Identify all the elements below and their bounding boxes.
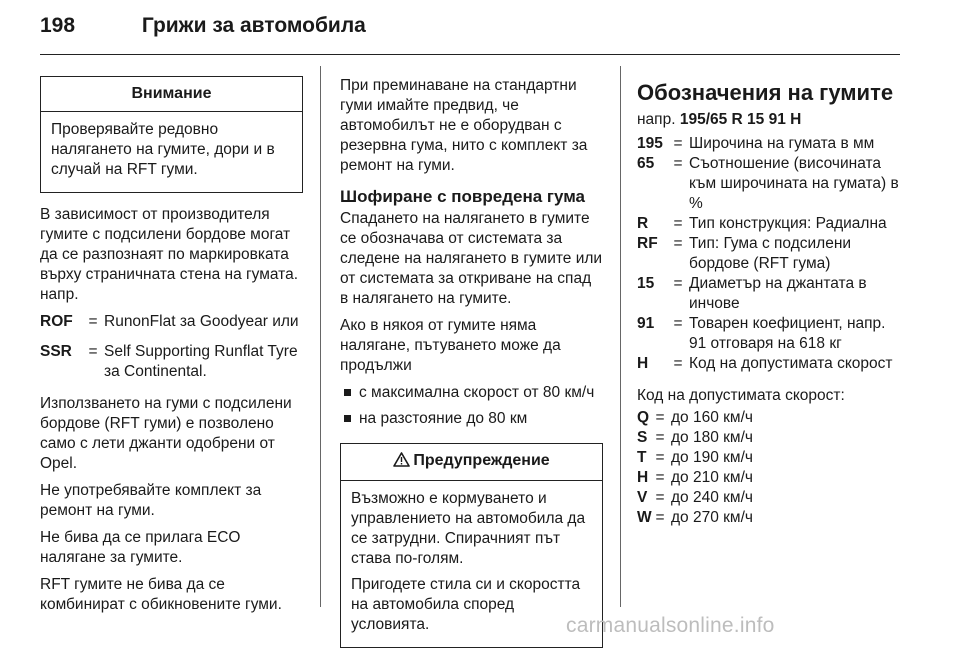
- definition-key: W: [637, 509, 652, 526]
- example-prefix: напр.: [637, 111, 676, 128]
- speed-codes-list: [637, 408, 903, 528]
- tyre-definitions-list: [637, 134, 903, 374]
- definition-row: [637, 508, 903, 528]
- definition-row: [40, 312, 303, 332]
- definition-equals: =: [673, 355, 683, 372]
- definition-key: 91: [637, 315, 655, 332]
- definition-equals: =: [673, 315, 683, 332]
- definition-equals: =: [88, 313, 98, 330]
- list-item: [340, 409, 603, 429]
- definition-row: [637, 354, 903, 374]
- definition-equals: =: [655, 409, 665, 426]
- definition-value: Товарен коефициент, напр. 91 отговаря на 618 кг: [689, 315, 886, 352]
- definition-key: ROF: [40, 313, 73, 330]
- column-1: [40, 76, 303, 622]
- warning-triangle-icon: [393, 452, 410, 473]
- definition-row: [637, 214, 903, 234]
- caution-box: [40, 76, 303, 193]
- definition-key: 195: [637, 135, 663, 152]
- definition-row: [637, 134, 903, 154]
- definition-value: Код на допустимата скорост: [689, 355, 893, 372]
- warning-text-2: Пригодете стила си и скоростта на автомобила според условията.: [351, 576, 581, 633]
- paragraph-no-mixing: RFT гумите не бива да се комбинират с обикновените гуми.: [40, 576, 282, 613]
- section-title-tyre-designations: Обозначения на гумите: [637, 80, 894, 105]
- definition-key: S: [637, 429, 648, 446]
- definition-equals: =: [88, 343, 98, 360]
- caution-text: Проверявайте редовно налягането на гумите, дори и в случай на RFT гуми.: [51, 121, 275, 178]
- section-heading-flat-tyre: Шофиране с повредена гума: [340, 187, 586, 206]
- definition-key: 65: [637, 155, 655, 172]
- definition-row: [637, 274, 903, 314]
- bullet-square-icon: [344, 389, 351, 396]
- warning-text-1: Възможно е кормуването и управлението на автомобила да се затрудни. Спирачният път става по-голям.: [351, 490, 586, 567]
- definition-key: RF: [637, 235, 658, 252]
- definition-equals: =: [655, 469, 665, 486]
- definition-value: Съотношение (височината към широчината на гумата) в %: [689, 155, 899, 212]
- column-divider-1: [320, 66, 321, 607]
- definition-key: T: [637, 449, 647, 466]
- paragraph-standard-tyres: При преминаване на стандартни гуми имайте предвид, че автомобилът не е оборудван с резервна гума, нито с комплект за ремонт на гуми.: [340, 77, 588, 174]
- warning-box: [340, 443, 603, 648]
- definition-value: до 190 км/ч: [671, 449, 753, 466]
- warning-heading: [341, 444, 602, 481]
- definition-equals: =: [655, 429, 665, 446]
- definition-value: до 240 км/ч: [671, 489, 753, 506]
- definition-key: R: [637, 215, 649, 232]
- header-rule: [40, 54, 900, 55]
- definition-value: Тип конструкция: Радиална: [689, 215, 887, 232]
- definition-value: до 160 км/ч: [671, 409, 753, 426]
- definition-value: Тип: Гума с подсилени бордове (RFT гума): [689, 235, 852, 272]
- example-line: [637, 110, 903, 130]
- definition-equals: =: [673, 235, 683, 252]
- definition-row: [40, 342, 303, 382]
- definition-key: H: [637, 469, 649, 486]
- column-2: [340, 76, 603, 660]
- definition-value: Широчина на гумата в мм: [689, 135, 875, 152]
- list-item: [340, 383, 603, 403]
- paragraph-pressure-loss: Спадането на налягането в гумите се обозначава от системата за следене на налягането в гумите или от системата за откриване на спад в налягането на гумите.: [340, 210, 603, 307]
- definition-key: Q: [637, 409, 650, 426]
- page-section-title: Грижи за автомобила: [141, 14, 366, 37]
- definition-equals: =: [673, 155, 683, 172]
- paragraph-repair-kit: Не употребявайте комплект за ремонт на гуми.: [40, 482, 262, 519]
- list-item-text: с максимална скорост от 80 км/ч: [359, 384, 595, 401]
- definition-value: до 210 км/ч: [671, 469, 753, 486]
- speed-intro: Код на допустимата скорост:: [637, 387, 845, 404]
- definition-row: [637, 488, 903, 508]
- paragraph-no-pressure: Ако в някоя от гумите няма налягане, пътуването може да продължи: [340, 317, 561, 374]
- page-header: [40, 14, 366, 38]
- paragraph-eco-pressure: Не бива да се прилага ECO налягане за гумите.: [40, 529, 241, 566]
- definition-row: [637, 468, 903, 488]
- definition-key: SSR: [40, 343, 72, 360]
- bullet-square-icon: [344, 415, 351, 422]
- column-divider-2: [620, 66, 621, 607]
- warning-heading-text: Предупреждение: [413, 452, 550, 469]
- rft-marking-paragraph: В зависимост от производителя гумите с подсилени бордове могат да се разпознаят по маркировката върху страничната стена на гумата. напр.: [40, 206, 299, 303]
- definition-row: [637, 428, 903, 448]
- definition-row: [637, 408, 903, 428]
- definition-value: RunonFlat за Goodyear или: [104, 313, 299, 330]
- definition-key: H: [637, 355, 649, 372]
- page-number: 198: [40, 14, 76, 37]
- definition-equals: =: [673, 215, 683, 232]
- definition-row: [637, 234, 903, 274]
- definition-value: до 270 км/ч: [671, 509, 753, 526]
- definition-equals: =: [655, 449, 665, 466]
- definition-value: Диаметър на джантата в инчове: [689, 275, 867, 312]
- definition-key: V: [637, 489, 648, 506]
- column-3: [637, 76, 903, 528]
- watermark: carmanualsonline.info: [566, 614, 775, 637]
- definition-equals: =: [655, 509, 665, 526]
- paragraph-alloy-wheels: Използването на гуми с подсилени бордове (RFT гуми) е позволено само с лети джанти одобрени от Opel.: [40, 395, 292, 472]
- definition-row: [637, 314, 903, 354]
- definition-value: Self Supporting Runflat Tyre за Continental.: [104, 343, 298, 380]
- definition-value: до 180 км/ч: [671, 429, 753, 446]
- example-code: 195/65 R 15 91 H: [679, 111, 802, 128]
- caution-heading: Внимание: [41, 77, 302, 112]
- list-item-text: на разстояние до 80 км: [359, 410, 528, 427]
- definition-row: [637, 448, 903, 468]
- definition-equals: =: [655, 489, 665, 506]
- definition-row: [637, 154, 903, 214]
- definition-equals: =: [673, 275, 683, 292]
- definition-key: 15: [637, 275, 655, 292]
- definition-equals: =: [673, 135, 683, 152]
